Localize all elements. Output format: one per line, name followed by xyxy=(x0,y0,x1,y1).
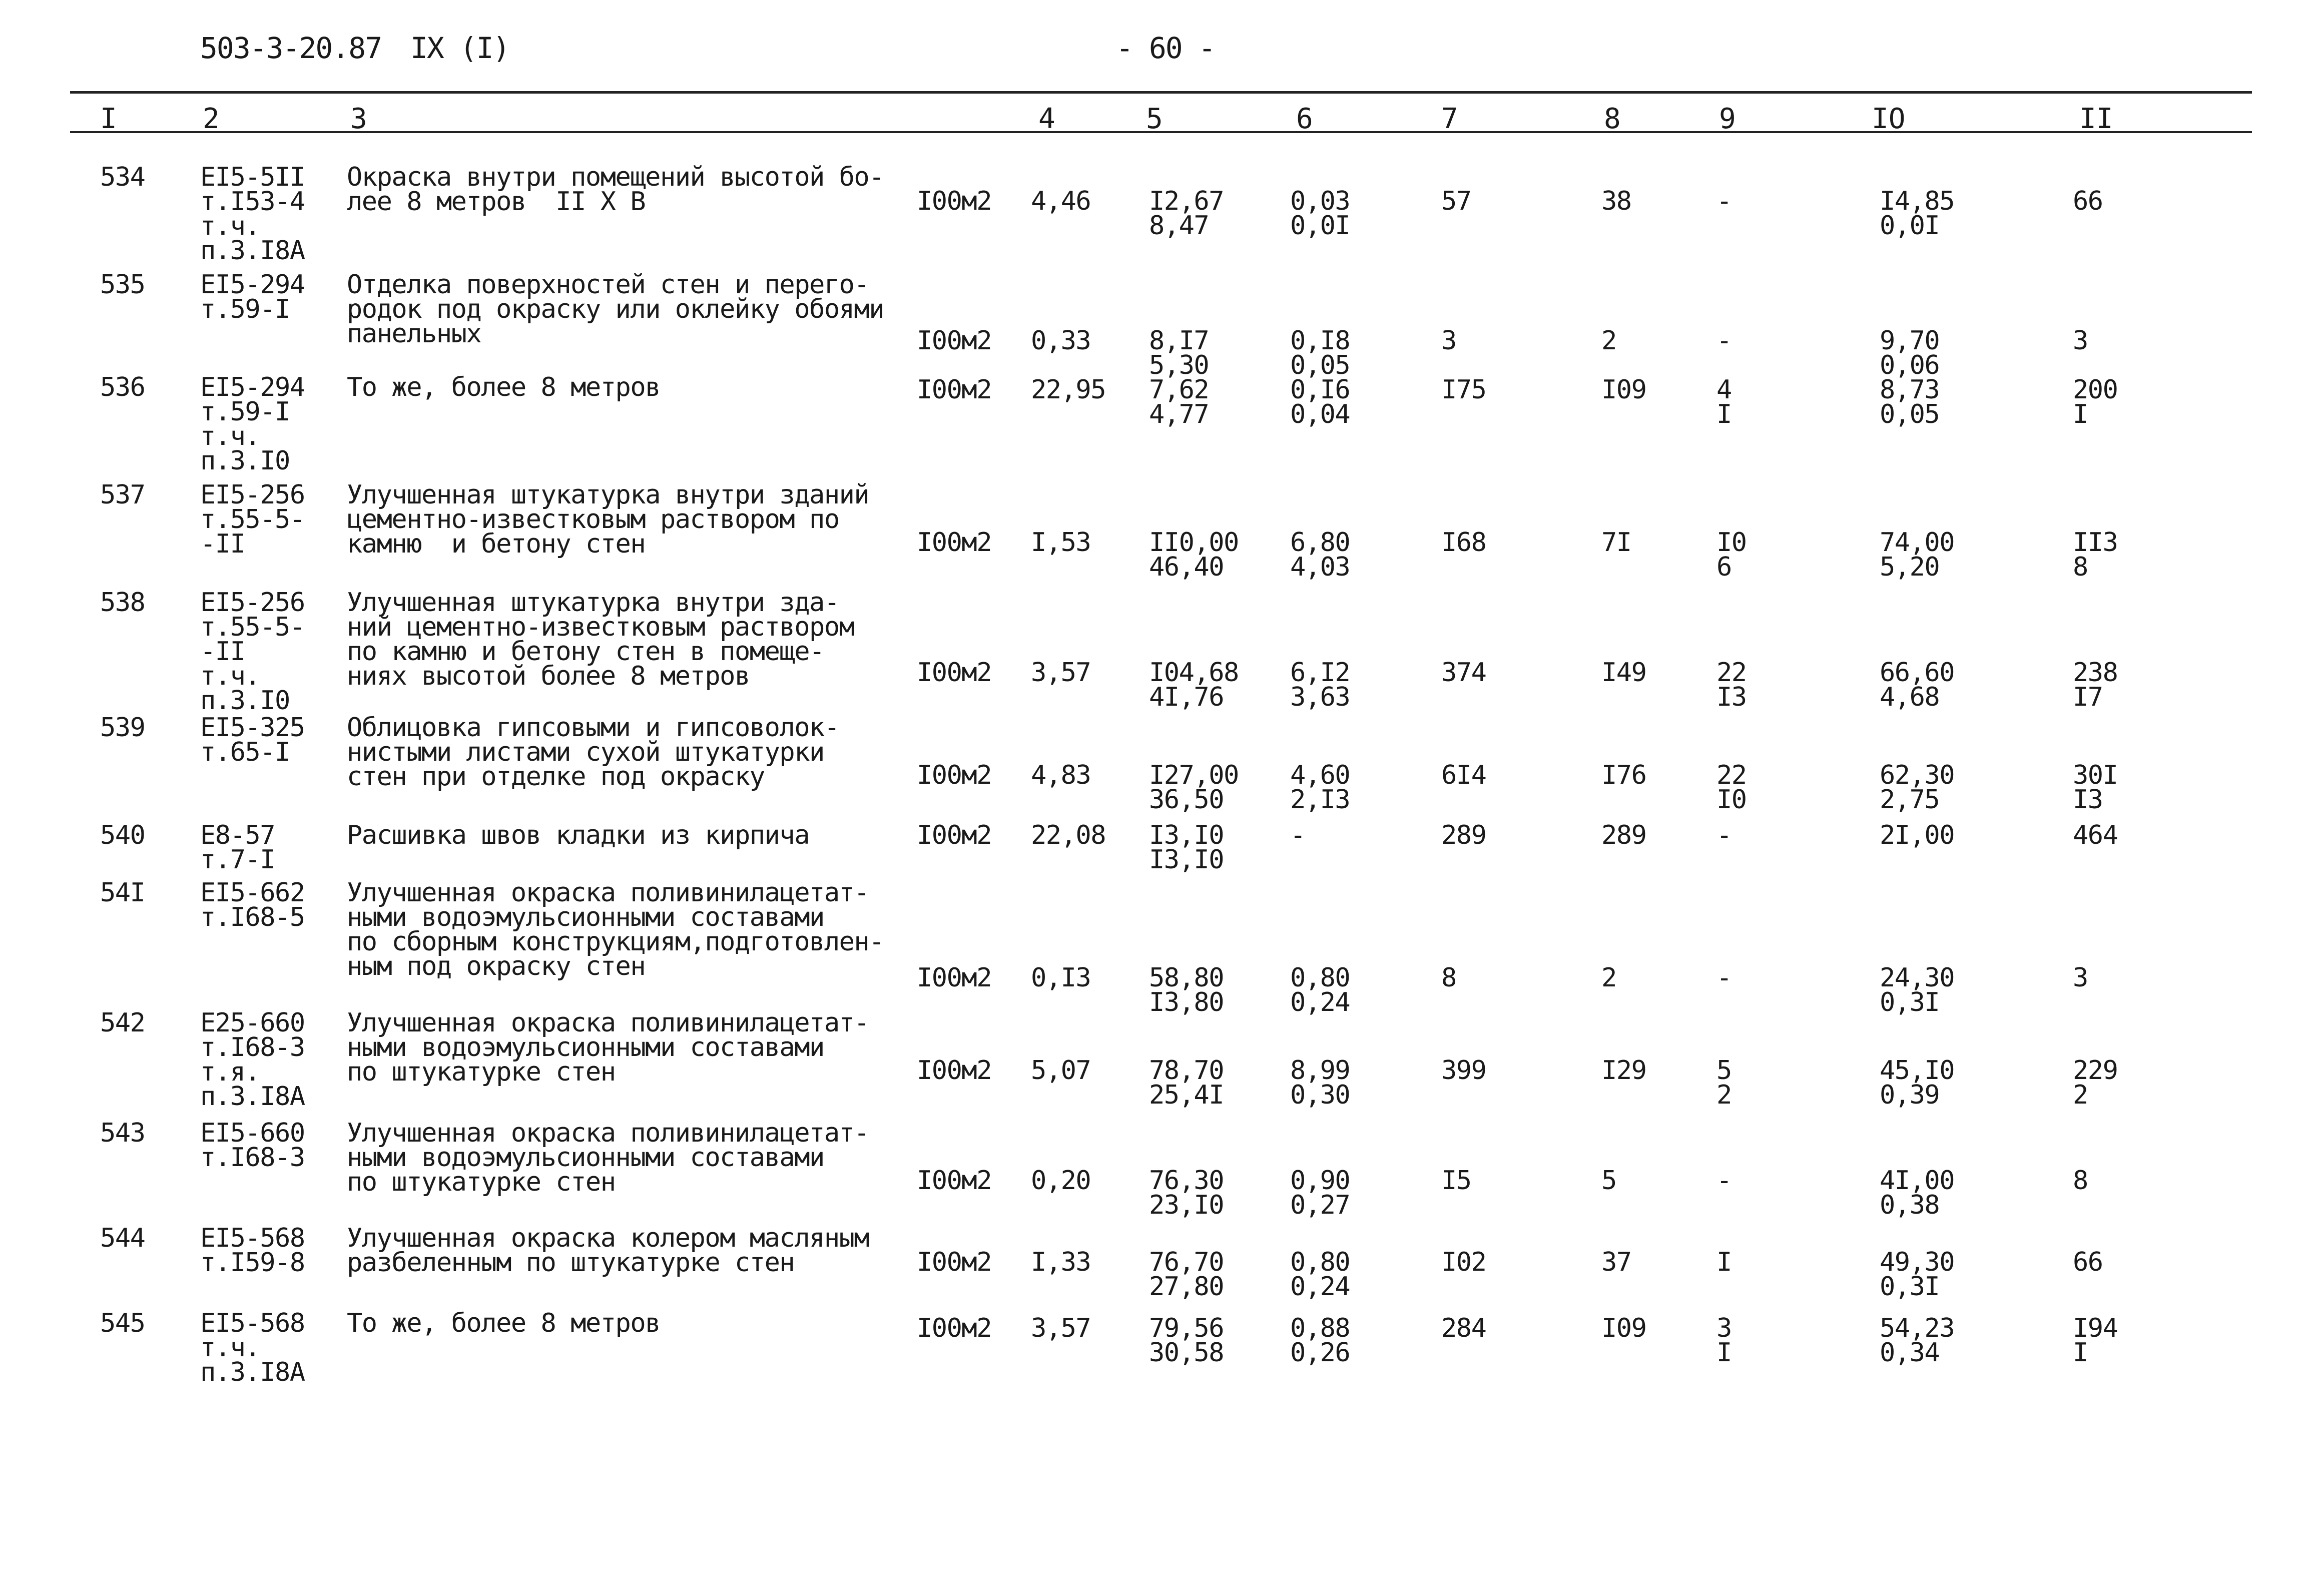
row-number: 54I xyxy=(100,878,145,908)
col6-values: 6,80 4,03 xyxy=(1290,527,1350,582)
column-number-9: 9 xyxy=(1719,103,1736,135)
quantity: 3,57 xyxy=(1031,1313,1091,1343)
row-number: 542 xyxy=(100,1008,145,1038)
rate-code: E8-57 т.7-I xyxy=(200,820,275,875)
col6-values: 0,80 0,24 xyxy=(1290,963,1350,1017)
col11-values: 8 xyxy=(2073,1166,2088,1196)
col11-values: 200 I xyxy=(2073,375,2118,429)
col9-values: 5 2 xyxy=(1716,1055,1732,1110)
quantity: 0,20 xyxy=(1031,1166,1091,1196)
col5-values: I3,I0 I3,I0 xyxy=(1149,820,1224,875)
unit: I00м2 xyxy=(917,963,992,993)
column-number-6: 6 xyxy=(1296,103,1313,135)
col5-values: 58,80 I3,80 xyxy=(1149,963,1224,1017)
rate-code: EI5-660 т.I68-3 xyxy=(200,1118,305,1173)
col7-value: 3 xyxy=(1441,326,1456,356)
col6-values: 0,80 0,24 xyxy=(1290,1247,1350,1302)
col7-value: 284 xyxy=(1441,1313,1486,1343)
row-number: 544 xyxy=(100,1223,145,1253)
column-number-10: IO xyxy=(1872,103,1906,135)
col5-values: I2,67 8,47 xyxy=(1149,186,1224,241)
work-description: Улучшенная окраска поливинилацетат- ными водоэмульсионными составами по штукатурке стен xyxy=(347,1118,869,1197)
work-description: Отделка поверхностей стен и перего- родок под окраску или оклейку обоями панельных xyxy=(347,270,884,349)
rate-code: EI5-325 т.65-I xyxy=(200,713,305,767)
col10-values: 8,73 0,05 xyxy=(1880,375,1940,429)
col9-values: - xyxy=(1716,820,1732,850)
column-number-5: 5 xyxy=(1146,103,1163,135)
rate-code: EI5-662 т.I68-5 xyxy=(200,878,305,932)
col8-value: I76 xyxy=(1601,760,1646,790)
unit: I00м2 xyxy=(917,375,992,405)
rate-code: EI5-5II т.I53-4 т.ч. п.3.I8A xyxy=(200,162,305,266)
col5-values: 79,56 30,58 xyxy=(1149,1313,1224,1368)
col11-values: 66 xyxy=(2073,186,2103,216)
col5-values: 76,30 23,I0 xyxy=(1149,1166,1224,1220)
row-number: 535 xyxy=(100,270,145,300)
quantity: I,53 xyxy=(1031,527,1091,558)
unit: I00м2 xyxy=(917,326,992,356)
col11-values: 229 2 xyxy=(2073,1055,2118,1110)
col8-value: 2 xyxy=(1601,963,1616,993)
col11-values: 66 xyxy=(2073,1247,2103,1277)
col9-values: 22 I3 xyxy=(1716,658,1747,712)
column-number-11: II xyxy=(2079,103,2113,135)
col5-values: I04,68 4I,76 xyxy=(1149,658,1239,712)
quantity: 0,I3 xyxy=(1031,963,1091,993)
col9-values: 3 I xyxy=(1716,1313,1732,1368)
col9-values: 22 I0 xyxy=(1716,760,1747,815)
col8-value: 289 xyxy=(1601,820,1646,850)
col9-values: - xyxy=(1716,1166,1732,1196)
col11-values: 464 xyxy=(2073,820,2118,850)
work-description: Облицовка гипсовыми и гипсоволок- нистыми листами сухой штукатурки стен при отделке под окраску xyxy=(347,713,839,792)
col7-value: 57 xyxy=(1441,186,1471,216)
col6-values: - xyxy=(1290,820,1305,850)
work-description: Улучшенная окраска колером масляным разбеленным по штукатурке стен xyxy=(347,1223,869,1278)
unit: I00м2 xyxy=(917,658,992,688)
row-number: 538 xyxy=(100,588,145,618)
row-number: 536 xyxy=(100,372,145,402)
col10-values: 9,70 0,06 xyxy=(1880,326,1940,380)
col8-value: 2 xyxy=(1601,326,1616,356)
row-number: 540 xyxy=(100,820,145,850)
col6-values: 0,88 0,26 xyxy=(1290,1313,1350,1368)
col11-values: II3 8 xyxy=(2073,527,2118,582)
col6-values: 6,I2 3,63 xyxy=(1290,658,1350,712)
col10-values: 66,60 4,68 xyxy=(1880,658,1955,712)
col8-value: 37 xyxy=(1601,1247,1631,1277)
col9-values: I0 6 xyxy=(1716,527,1747,582)
col5-values: 76,70 27,80 xyxy=(1149,1247,1224,1302)
column-number-8: 8 xyxy=(1604,103,1621,135)
document-section: IX (I) xyxy=(410,31,509,65)
col10-values: 45,I0 0,39 xyxy=(1880,1055,1955,1110)
col11-values: I94 I xyxy=(2073,1313,2118,1368)
quantity: 4,83 xyxy=(1031,760,1091,790)
col5-values: 78,70 25,4I xyxy=(1149,1055,1224,1110)
col7-value: 399 xyxy=(1441,1055,1486,1086)
quantity: 5,07 xyxy=(1031,1055,1091,1086)
col11-values: 238 I7 xyxy=(2073,658,2118,712)
rate-code: EI5-256 т.55-5- -II xyxy=(200,480,305,559)
col10-values: 2I,00 xyxy=(1880,820,1955,850)
work-description: Улучшенная штукатурка внутри зда- ний цементно-известковым раствором по камню и бетону стен в помеще- ниях высотой более 8 метров xyxy=(347,588,854,691)
column-number-3: 3 xyxy=(350,103,367,135)
unit: I00м2 xyxy=(917,527,992,558)
col7-value: 289 xyxy=(1441,820,1486,850)
col6-values: 0,90 0,27 xyxy=(1290,1166,1350,1220)
work-description: Окраска внутри помещений высотой бо- лее 8 метров II X B xyxy=(347,162,884,217)
col5-values: II0,00 46,40 xyxy=(1149,527,1239,582)
row-number: 539 xyxy=(100,713,145,743)
row-number: 537 xyxy=(100,480,145,510)
page-number: - 60 - xyxy=(1116,31,1215,65)
col10-values: 49,30 0,3I xyxy=(1880,1247,1955,1302)
col8-value: I09 xyxy=(1601,1313,1646,1343)
col7-value: 6I4 xyxy=(1441,760,1486,790)
col7-value: 8 xyxy=(1441,963,1456,993)
unit: I00м2 xyxy=(917,186,992,216)
quantity: 4,46 xyxy=(1031,186,1091,216)
rate-code: EI5-294 т.59-I xyxy=(200,270,305,324)
col9-values: I xyxy=(1716,1247,1732,1277)
col9-values: 4 I xyxy=(1716,375,1732,429)
col5-values: 8,I7 5,30 xyxy=(1149,326,1209,380)
col5-values: 7,62 4,77 xyxy=(1149,375,1209,429)
quantity: 22,95 xyxy=(1031,375,1106,405)
work-description: Улучшенная штукатурка внутри зданий цементно-известковым раствором по камню и бетону стен xyxy=(347,480,869,559)
col10-values: 62,30 2,75 xyxy=(1880,760,1955,815)
col6-values: 0,03 0,0I xyxy=(1290,186,1350,241)
work-description: Улучшенная окраска поливинилацетат- ными водоэмульсионными составами по сборным конструкциям,подготовлен- ным под окраску стен xyxy=(347,878,884,981)
col10-values: 54,23 0,34 xyxy=(1880,1313,1955,1368)
document-code: 503-3-20.87 xyxy=(200,31,382,65)
col8-value: 5 xyxy=(1601,1166,1616,1196)
unit: I00м2 xyxy=(917,820,992,850)
col10-values: 24,30 0,3I xyxy=(1880,963,1955,1017)
col7-value: I68 xyxy=(1441,527,1486,558)
unit: I00м2 xyxy=(917,760,992,790)
work-description: То же, более 8 метров xyxy=(347,372,660,402)
col9-values: - xyxy=(1716,326,1732,356)
col8-value: I29 xyxy=(1601,1055,1646,1086)
column-number-4: 4 xyxy=(1038,103,1055,135)
column-number-1: I xyxy=(100,103,117,135)
col5-values: I27,00 36,50 xyxy=(1149,760,1239,815)
rate-code: EI5-568 т.I59-8 xyxy=(200,1223,305,1278)
work-description: Расшивка швов кладки из кирпича xyxy=(347,820,810,850)
quantity: I,33 xyxy=(1031,1247,1091,1277)
col8-value: I09 xyxy=(1601,375,1646,405)
header-top-rule xyxy=(70,91,2252,94)
col10-values: 74,00 5,20 xyxy=(1880,527,1955,582)
column-number-2: 2 xyxy=(203,103,220,135)
col7-value: I75 xyxy=(1441,375,1486,405)
col6-values: 8,99 0,30 xyxy=(1290,1055,1350,1110)
col9-values: - xyxy=(1716,186,1732,216)
col6-values: 4,60 2,I3 xyxy=(1290,760,1350,815)
col7-value: 374 xyxy=(1441,658,1486,688)
col8-value: 38 xyxy=(1601,186,1631,216)
unit: I00м2 xyxy=(917,1247,992,1277)
col6-values: 0,I8 0,05 xyxy=(1290,326,1350,380)
column-number-7: 7 xyxy=(1441,103,1458,135)
col10-values: I4,85 0,0I xyxy=(1880,186,1955,241)
quantity: 3,57 xyxy=(1031,658,1091,688)
row-number: 543 xyxy=(100,1118,145,1148)
col11-values: 30I I3 xyxy=(2073,760,2118,815)
row-number: 534 xyxy=(100,162,145,192)
rate-code: EI5-256 т.55-5- -II т.ч. п.3.I0 xyxy=(200,588,305,716)
col7-value: I5 xyxy=(1441,1166,1471,1196)
unit: I00м2 xyxy=(917,1166,992,1196)
col10-values: 4I,00 0,38 xyxy=(1880,1166,1955,1220)
col7-value: I02 xyxy=(1441,1247,1486,1277)
unit: I00м2 xyxy=(917,1055,992,1086)
col9-values: - xyxy=(1716,963,1732,993)
col11-values: 3 xyxy=(2073,326,2088,356)
rate-code: EI5-294 т.59-I т.ч. п.3.I0 xyxy=(200,372,305,476)
unit: I00м2 xyxy=(917,1313,992,1343)
col8-value: 7I xyxy=(1601,527,1631,558)
col6-values: 0,I6 0,04 xyxy=(1290,375,1350,429)
work-description: То же, более 8 метров xyxy=(347,1308,660,1338)
quantity: 0,33 xyxy=(1031,326,1091,356)
quantity: 22,08 xyxy=(1031,820,1106,850)
col8-value: I49 xyxy=(1601,658,1646,688)
rate-code: E25-660 т.I68-3 т.я. п.3.I8A xyxy=(200,1008,305,1112)
col11-values: 3 xyxy=(2073,963,2088,993)
rate-code: EI5-568 т.ч. п.3.I8A xyxy=(200,1308,305,1387)
row-number: 545 xyxy=(100,1308,145,1338)
work-description: Улучшенная окраска поливинилацетат- ными водоэмульсионными составами по штукатурке стен xyxy=(347,1008,869,1087)
